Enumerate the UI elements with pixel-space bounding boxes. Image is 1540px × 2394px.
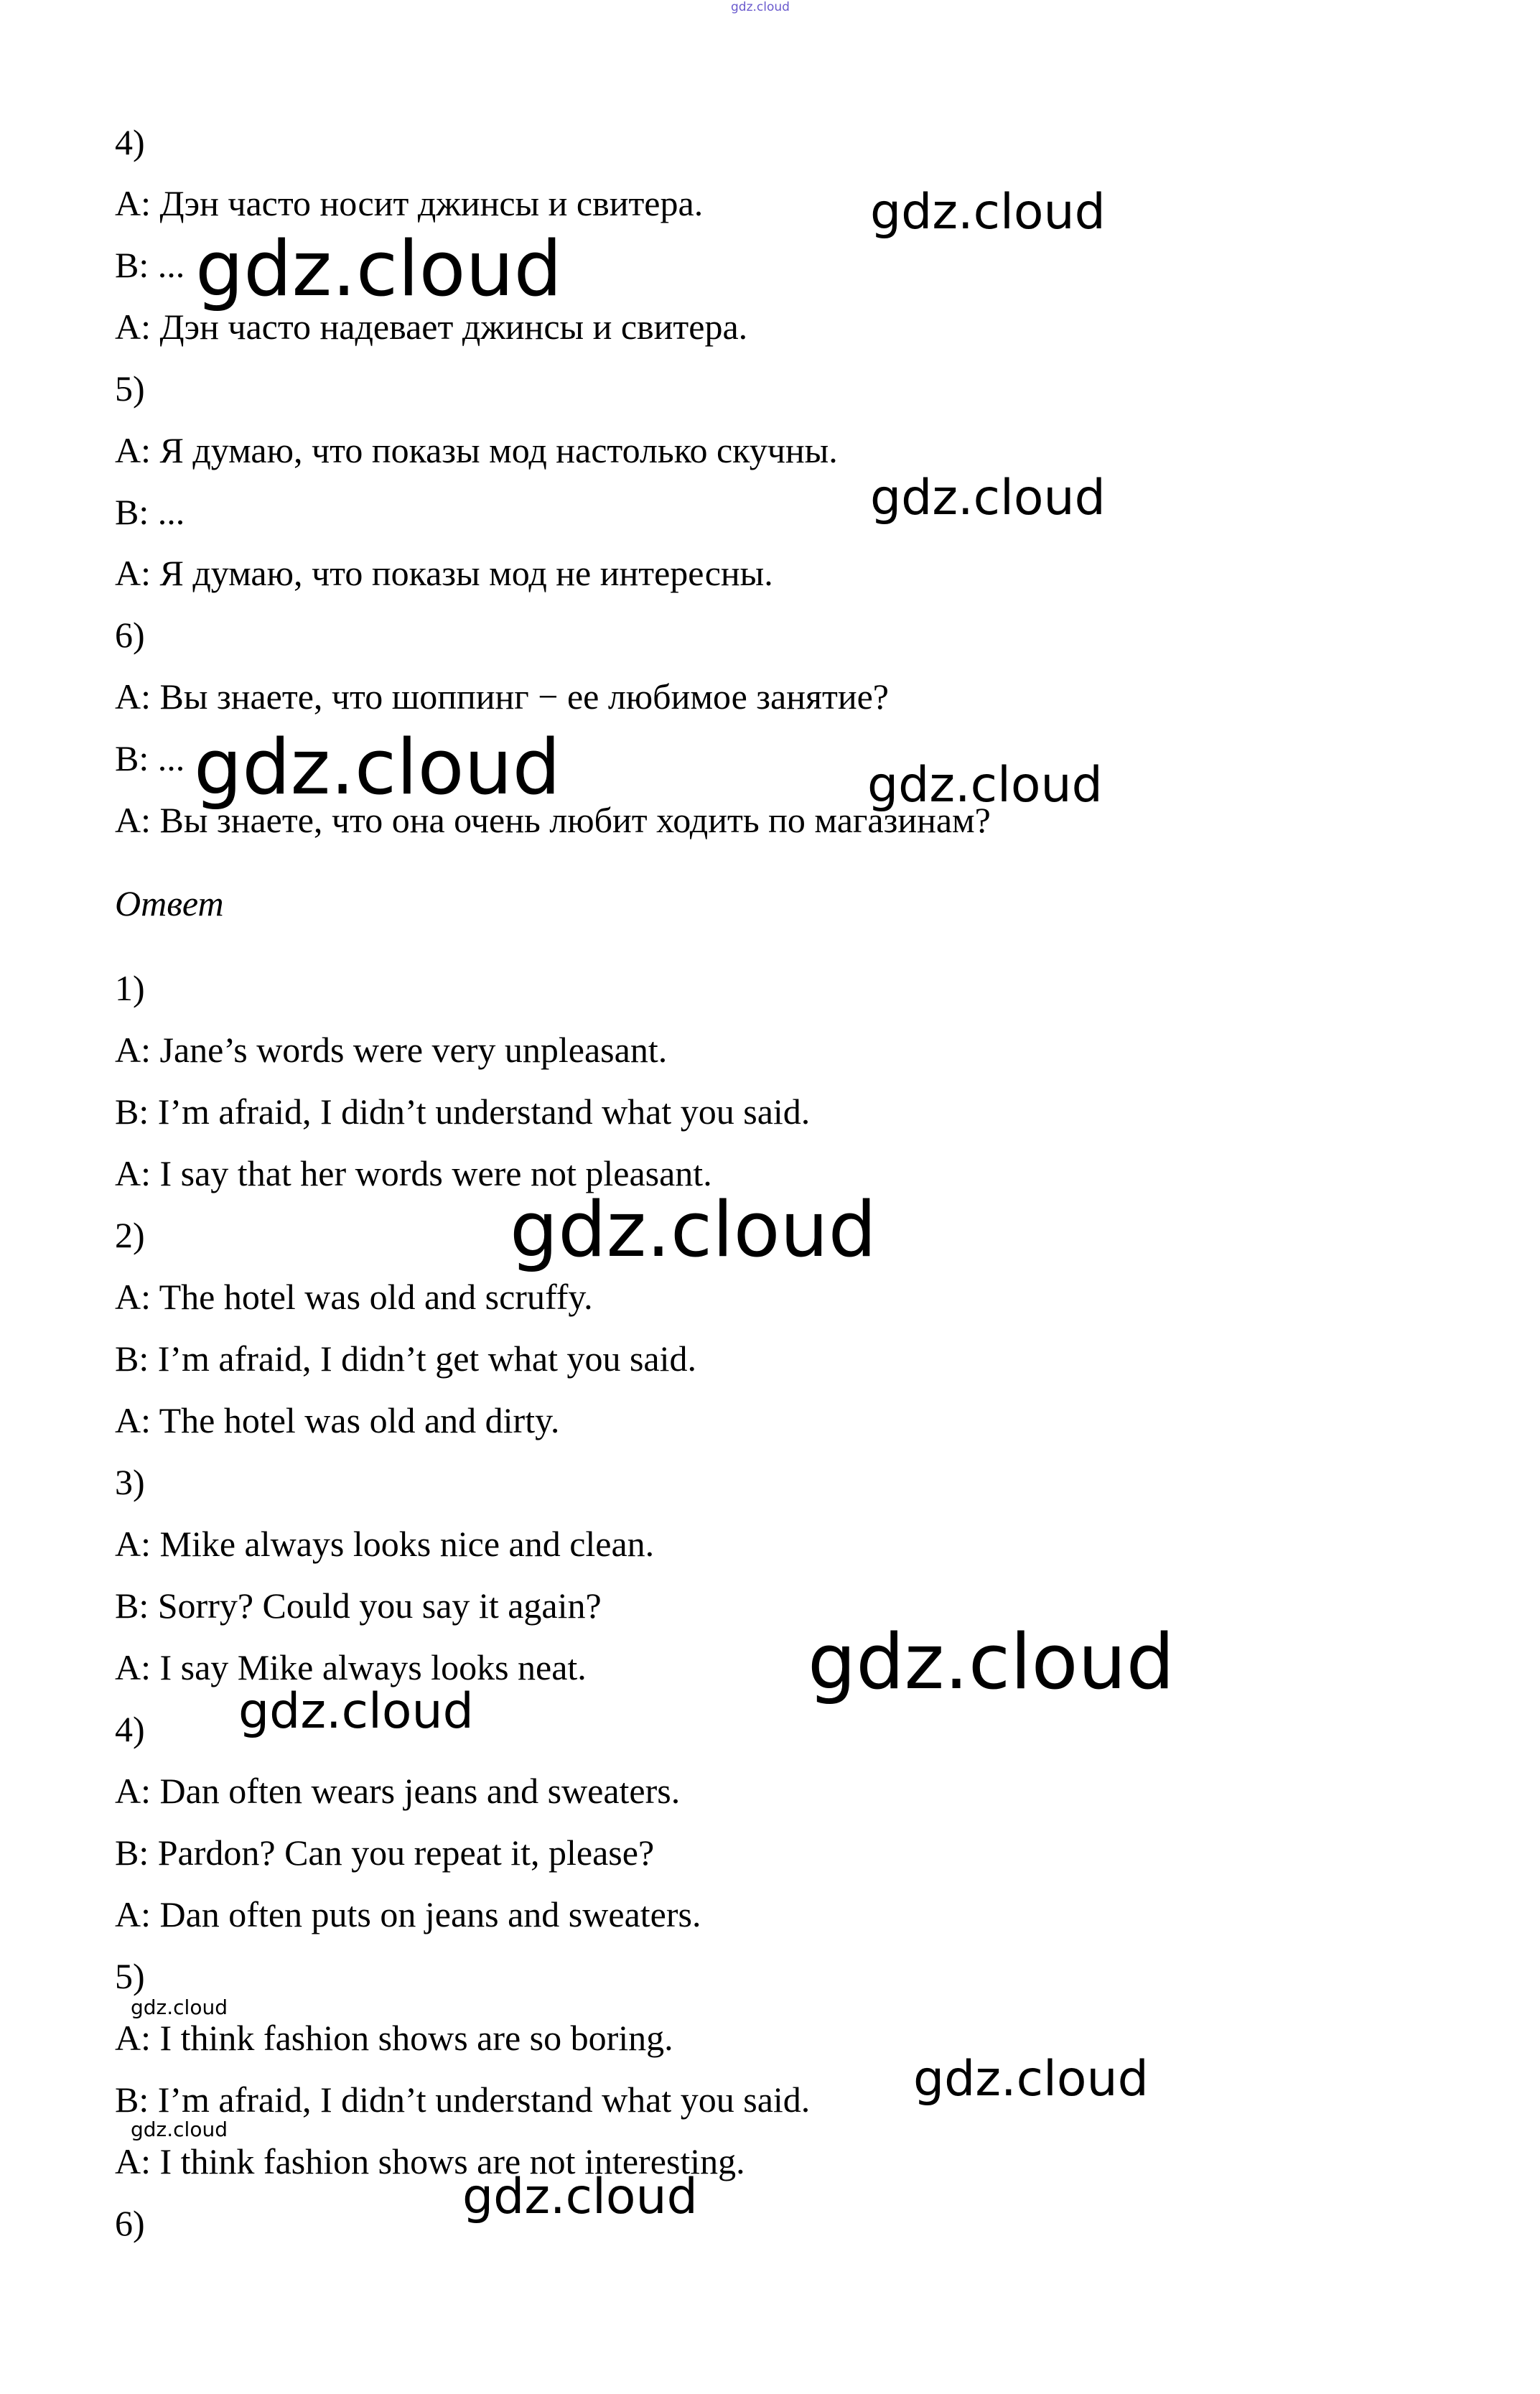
answer-line: A: The hotel was old and dirty. bbox=[115, 1400, 560, 1440]
answer-line: A: The hotel was old and scruffy. bbox=[115, 1277, 593, 1317]
header-watermark: gdz.cloud bbox=[731, 0, 790, 14]
answer-line: A: Dan often puts on jeans and sweaters. bbox=[115, 1894, 701, 1934]
answer-number: 5) bbox=[115, 1956, 145, 1996]
dialogue-number: 6) bbox=[115, 615, 145, 655]
answer-line: B: I’m afraid, I didn’t understand what you said. bbox=[115, 2079, 811, 2120]
answer-line: A: Mike always looks nice and clean. bbox=[115, 1524, 655, 1564]
dialogue-line: A: Я думаю, что показы мод не интересны. bbox=[115, 553, 773, 593]
answer-line: B: I’m afraid, I didn’t get what you said. bbox=[115, 1338, 697, 1379]
watermark: gdz.cloud bbox=[870, 184, 1106, 241]
watermark: gdz.cloud bbox=[870, 470, 1106, 526]
watermark: gdz.cloud bbox=[510, 1186, 877, 1274]
answer-line: B: I’m afraid, I didn’t understand what you said. bbox=[115, 1091, 811, 1132]
dialogue-number: 4) bbox=[115, 122, 145, 162]
dialogue-line: A: Я думаю, что показы мод настолько скучны. bbox=[115, 430, 838, 470]
dialogue-line: A: Вы знаете, что она очень любит ходить по магазинам? bbox=[115, 800, 991, 840]
watermark: gdz.cloud bbox=[808, 1618, 1175, 1706]
answer-number: 4) bbox=[115, 1709, 145, 1749]
dialogue-line: B: ... bbox=[115, 738, 185, 778]
dialogue-number: 5) bbox=[115, 368, 145, 409]
answer-heading: Ответ bbox=[115, 883, 224, 923]
answer-number: 3) bbox=[115, 1462, 145, 1502]
answer-line: A: I say that her words were not pleasant. bbox=[115, 1153, 712, 1193]
watermark: gdz.cloud bbox=[867, 757, 1103, 814]
watermark: gdz.cloud bbox=[238, 1683, 474, 1740]
watermark: gdz.cloud bbox=[913, 2051, 1149, 2107]
dialogue-line: B: ... bbox=[115, 492, 185, 532]
answer-line: A: I think fashion shows are not interesting. bbox=[115, 2141, 745, 2181]
dialogue-line: A: Дэн часто надевает джинсы и свитера. bbox=[115, 307, 748, 347]
answer-number: 2) bbox=[115, 1215, 145, 1255]
watermark: gdz.cloud bbox=[131, 1995, 228, 2019]
dialogue-line: A: Дэн часто носит джинсы и свитера. bbox=[115, 183, 704, 223]
answer-number: 6) bbox=[115, 2203, 145, 2243]
watermark: gdz.cloud bbox=[194, 723, 561, 811]
dialogue-line: B: ... bbox=[115, 245, 185, 285]
answer-line: A: I think fashion shows are so boring. bbox=[115, 2018, 673, 2058]
answer-number: 1) bbox=[115, 968, 145, 1008]
watermark: gdz.cloud bbox=[131, 2118, 228, 2141]
answer-line: A: Dan often wears jeans and sweaters. bbox=[115, 1771, 681, 1811]
dialogue-line: A: Вы знаете, что шоппинг − ее любимое занятие? bbox=[115, 676, 889, 717]
watermark: gdz.cloud bbox=[462, 2169, 698, 2225]
answer-line: A: Jane’s words were very unpleasant. bbox=[115, 1030, 668, 1070]
answer-line: A: I say Mike always looks neat. bbox=[115, 1647, 587, 1687]
answer-line: B: Sorry? Could you say it again? bbox=[115, 1585, 602, 1626]
answer-line: B: Pardon? Can you repeat it, please? bbox=[115, 1832, 655, 1873]
watermark: gdz.cloud bbox=[195, 225, 562, 313]
